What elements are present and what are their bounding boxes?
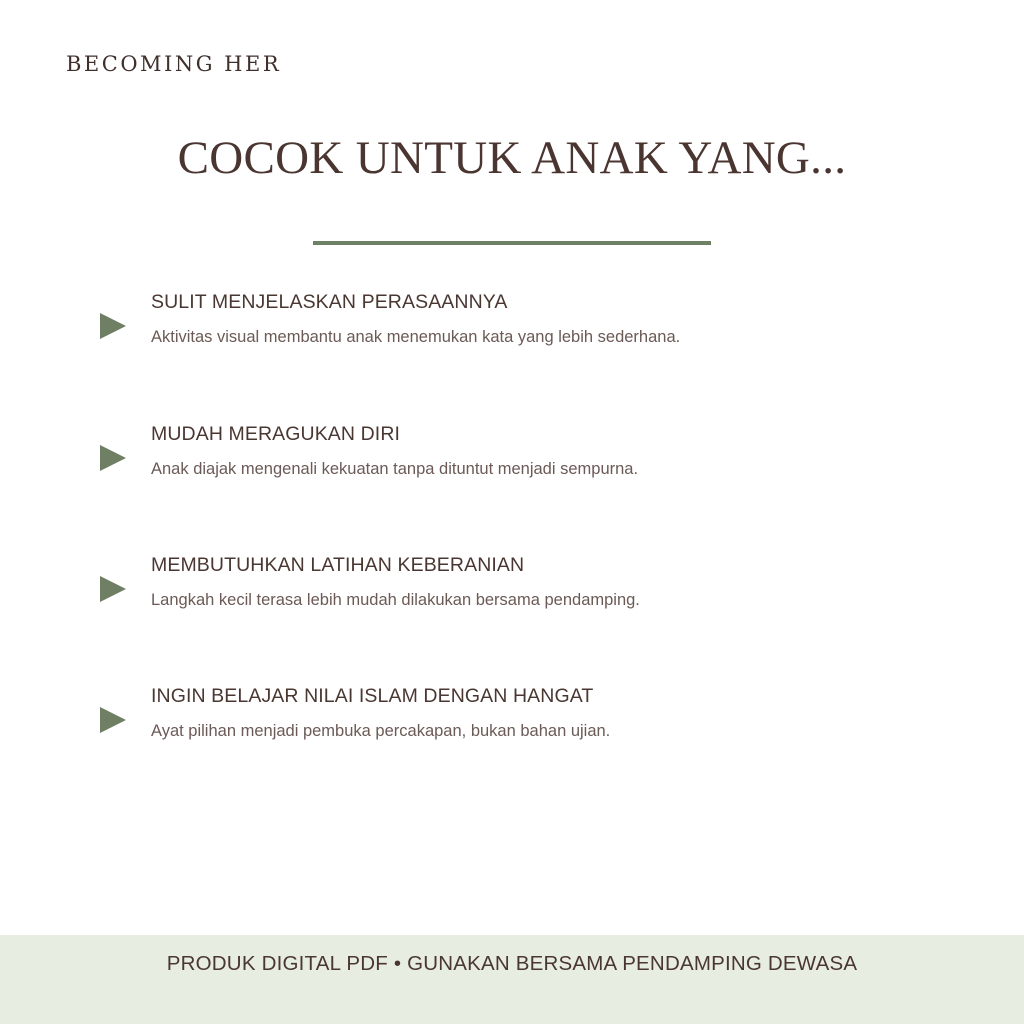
list-item bbox=[0, 682, 1024, 772]
list-item-heading: MUDAH MERAGUKAN DIRI bbox=[151, 423, 401, 445]
brand-logo-text: BECOMING HER bbox=[66, 52, 282, 76]
list-item-heading: SULIT MENJELASKAN PERASAANNYA bbox=[151, 291, 508, 313]
list-item-description: Ayat pilihan menjadi pembuka percakapan, bukan bahan ujian. bbox=[151, 722, 611, 740]
list-item-description: Aktivitas visual membantu anak menemukan kata yang lebih sederhana. bbox=[151, 328, 681, 346]
page-title: COCOK UNTUK ANAK YANG... bbox=[177, 132, 847, 184]
play-triangle-icon bbox=[100, 313, 126, 339]
footer-banner bbox=[0, 935, 1024, 1024]
list-item bbox=[0, 288, 1024, 378]
title-divider bbox=[313, 241, 711, 245]
list-item bbox=[0, 551, 1024, 641]
footer-text: PRODUK DIGITAL PDF • GUNAKAN BERSAMA PENDAMPING DEWASA bbox=[166, 952, 858, 975]
list-item bbox=[0, 420, 1024, 510]
list-item-description: Langkah kecil terasa lebih mudah dilakukan bersama pendamping. bbox=[151, 591, 640, 609]
play-triangle-icon bbox=[100, 707, 126, 733]
play-triangle-icon bbox=[100, 576, 126, 602]
list-item-heading: INGIN BELAJAR NILAI ISLAM DENGAN HANGAT bbox=[151, 685, 594, 707]
list-item-description: Anak diajak mengenali kekuatan tanpa dituntut menjadi sempurna. bbox=[151, 460, 639, 478]
play-triangle-icon bbox=[100, 445, 126, 471]
list-item-heading: MEMBUTUHKAN LATIHAN KEBERANIAN bbox=[151, 554, 525, 576]
